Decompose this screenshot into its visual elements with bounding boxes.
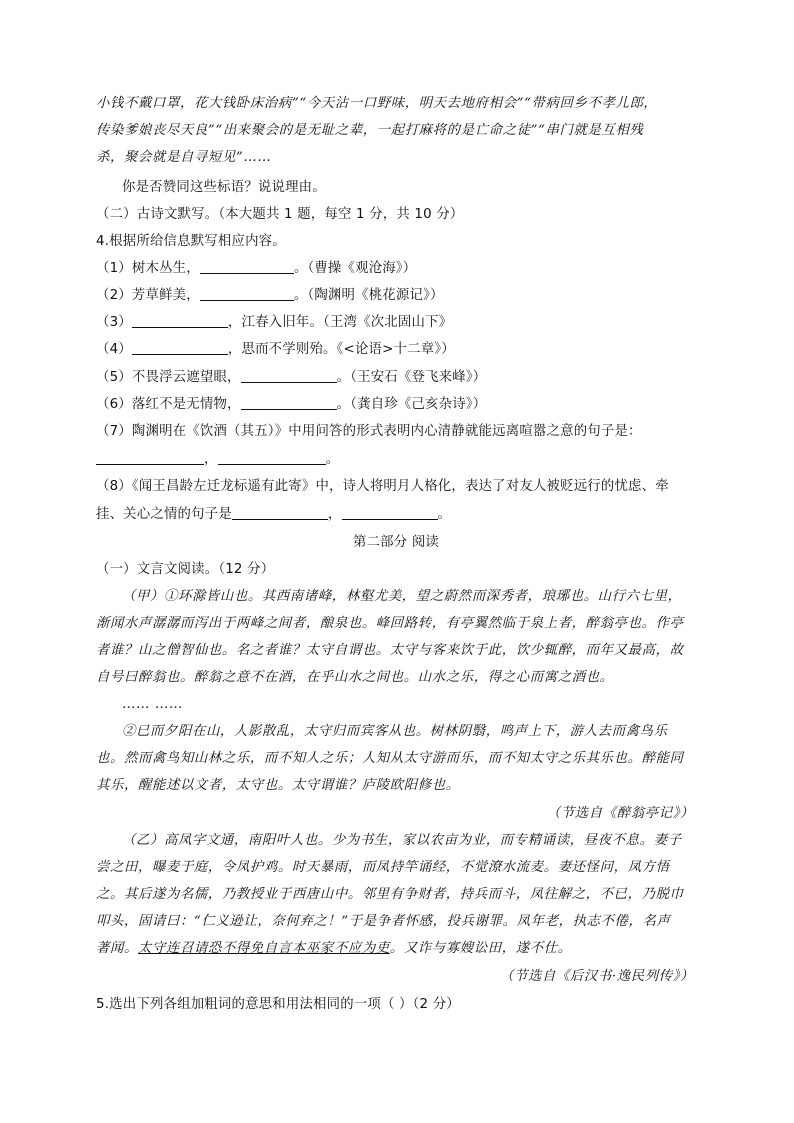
answer-blank[interactable] (241, 395, 337, 410)
question-4-title: 4.根据所给信息默写相应内容。 (96, 234, 286, 249)
item-post: ，思而不学则殆。《<论语>十二章》） (227, 342, 455, 357)
item-pre: （4） (96, 342, 132, 357)
poetry-item-3 (96, 313, 696, 333)
answer-blank[interactable] (132, 340, 228, 355)
item-pre: （5）不畏浮云遮望眼， (96, 370, 241, 385)
slogan-line-2: 传染爹娘丧尽天良”“出来聚会的是无耻之辈，一起打麻将的是亡命之徒”“串门就是互相残 (96, 123, 644, 138)
poetry-item-2 (96, 286, 696, 306)
passage-jia-line-5: ②已而夕阳在山，人影散乱，太守归而宾客从也。树林阴翳，鸣声上下，游人去而禽鸟乐 (122, 724, 668, 739)
passage-jia-ellipsis: …… …… (122, 697, 183, 712)
poetry-item-8-answer (96, 505, 696, 525)
passage-jia-line-6: 也。然而禽鸟知山林之乐，而不知人之乐；人知从太守游而乐，而不知太守之乐其乐也。醉能同 (96, 751, 684, 766)
poetry-item-1 (96, 259, 696, 279)
item-pre: 挂、关心之情的句子是 (96, 507, 232, 522)
slogan-line-1: 小钱不戴口罩，花大钱卧床治病”“今天沾一口野味，明天去地府相会”“带病回乡不孝儿郎， (96, 96, 658, 111)
poetry-item-7-answer (96, 450, 696, 470)
end-mark: 。 (437, 507, 452, 522)
answer-blank[interactable] (96, 450, 204, 465)
passage-yi-line-2: 尝之田，曝麦于庭，令凤护鸡。时天暴雨，而凤持竿诵经，不觉潦水流麦。妻还怪问，凤方悟 (96, 860, 670, 875)
end-mark: 。 (325, 452, 340, 467)
part-two-title: 第二部分 阅读 (353, 535, 439, 550)
passage-jia-line-1: （甲）①环滁皆山也。其西南诸峰，林壑尤美，望之蔚然而深秀者，琅琊也。山行六七里， (122, 589, 682, 604)
item-pre: （2）芳草鲜美， (96, 288, 200, 303)
answer-blank[interactable] (200, 259, 294, 274)
passage-yi-source: （节选自《后汉书·逸民列传》） (499, 969, 694, 984)
answer-blank[interactable] (200, 286, 294, 301)
question-5: 5.选出下列各组加粗词的意思和用法相同的一项（ ）（2 分） (96, 997, 460, 1012)
answer-blank[interactable] (241, 368, 337, 383)
separator: ， (204, 452, 218, 467)
item-pre: （1）树木丛生， (96, 261, 200, 276)
slogan-question: 你是否赞同这些标语？说说理由。 (122, 180, 326, 195)
passage-yi-line-4: 叩头，固请曰：“仁义逊让，奈何弃之！”于是争者怀感，投兵谢罪。凤年老，执志不倦，名声 (96, 914, 671, 929)
item-pre: （3） (96, 315, 132, 330)
slogan-line-3: 杀，聚会就是自寻短见”…… (96, 150, 272, 165)
answer-blank[interactable] (232, 505, 328, 520)
separator: ， (327, 507, 342, 522)
passage-jia-line-2: 渐闻水声潺潺而泻出于两峰之间者，酿泉也。峰回路转，有亭翼然临于泉上者，醉翁亭也。作亭 (96, 616, 684, 631)
answer-blank[interactable] (218, 450, 326, 465)
item-post: 。（陶渊明《桃花源记》） (293, 288, 444, 303)
answer-blank[interactable] (342, 505, 438, 520)
poetry-section-heading: （二）古诗文默写。（本大题共 1 题，每空 1 分，共 10 分） (96, 207, 464, 222)
passage-jia-line-3: 者谁？山之僧智仙也。名之者谁？太守自谓也。太守与客来饮于此，饮少辄醉，而年又最高，故 (96, 643, 684, 658)
passage-jia-line-4: 自号曰醉翁也。醉翁之意不在酒，在乎山水之间也。山水之乐，得之心而寓之酒也。 (96, 670, 614, 685)
answer-blank[interactable] (132, 313, 228, 328)
item-pre: （6）落红不是无情物， (96, 397, 241, 412)
yi-last-pre: 著闻。 (96, 941, 138, 956)
poetry-item-4 (96, 340, 696, 360)
item-post: ，江春入旧年。（王湾《次北固山下》 (227, 315, 453, 330)
item-post: 。（龚自珍《己亥杂诗》） (336, 397, 487, 412)
passage-yi-line-3: 之。其后遂为名儒，乃教授业于西唐山中。邻里有争财者，持兵而斗，凤往解之，不已，乃脱巾 (96, 887, 684, 902)
classical-reading-heading: （一）文言文阅读。（12 分） (96, 562, 275, 577)
poetry-item-5 (96, 368, 696, 388)
item-post: 。（曹操《观沧海》） (293, 261, 417, 276)
poetry-item-7-prompt: （7）陶渊明在《饮酒（其五）》中用问答的形式表明内心清静就能远离喧嚣之意的句子是： (96, 424, 642, 439)
poetry-item-6 (96, 395, 696, 415)
passage-jia-line-7: 其乐，醒能述以文者，太守也。太守谓谁？庐陵欧阳修也。 (96, 778, 460, 793)
passage-yi-line-5 (96, 939, 696, 959)
passage-jia-source: （节选自《醉翁亭记》） (546, 806, 694, 821)
underlined-sentence: 太守连召请恐不得免自言本巫家不应为吏 (137, 941, 390, 956)
yi-last-post: 。又诈与寡嫂讼田，遂不仕。 (389, 941, 572, 956)
poetry-item-8-prompt: （8）《闻王昌龄左迁龙标遥有此寄》中，诗人将明月人格化，表达了对友人被贬远行的忧虑、牵 (96, 479, 669, 494)
passage-yi-line-1: （乙）高凤字文通，南阳叶人也。少为书生，家以农亩为业，而专精诵读，昼夜不息。妻子 (122, 833, 682, 848)
item-post: 。（王安石《登飞来峰》） (336, 370, 487, 385)
